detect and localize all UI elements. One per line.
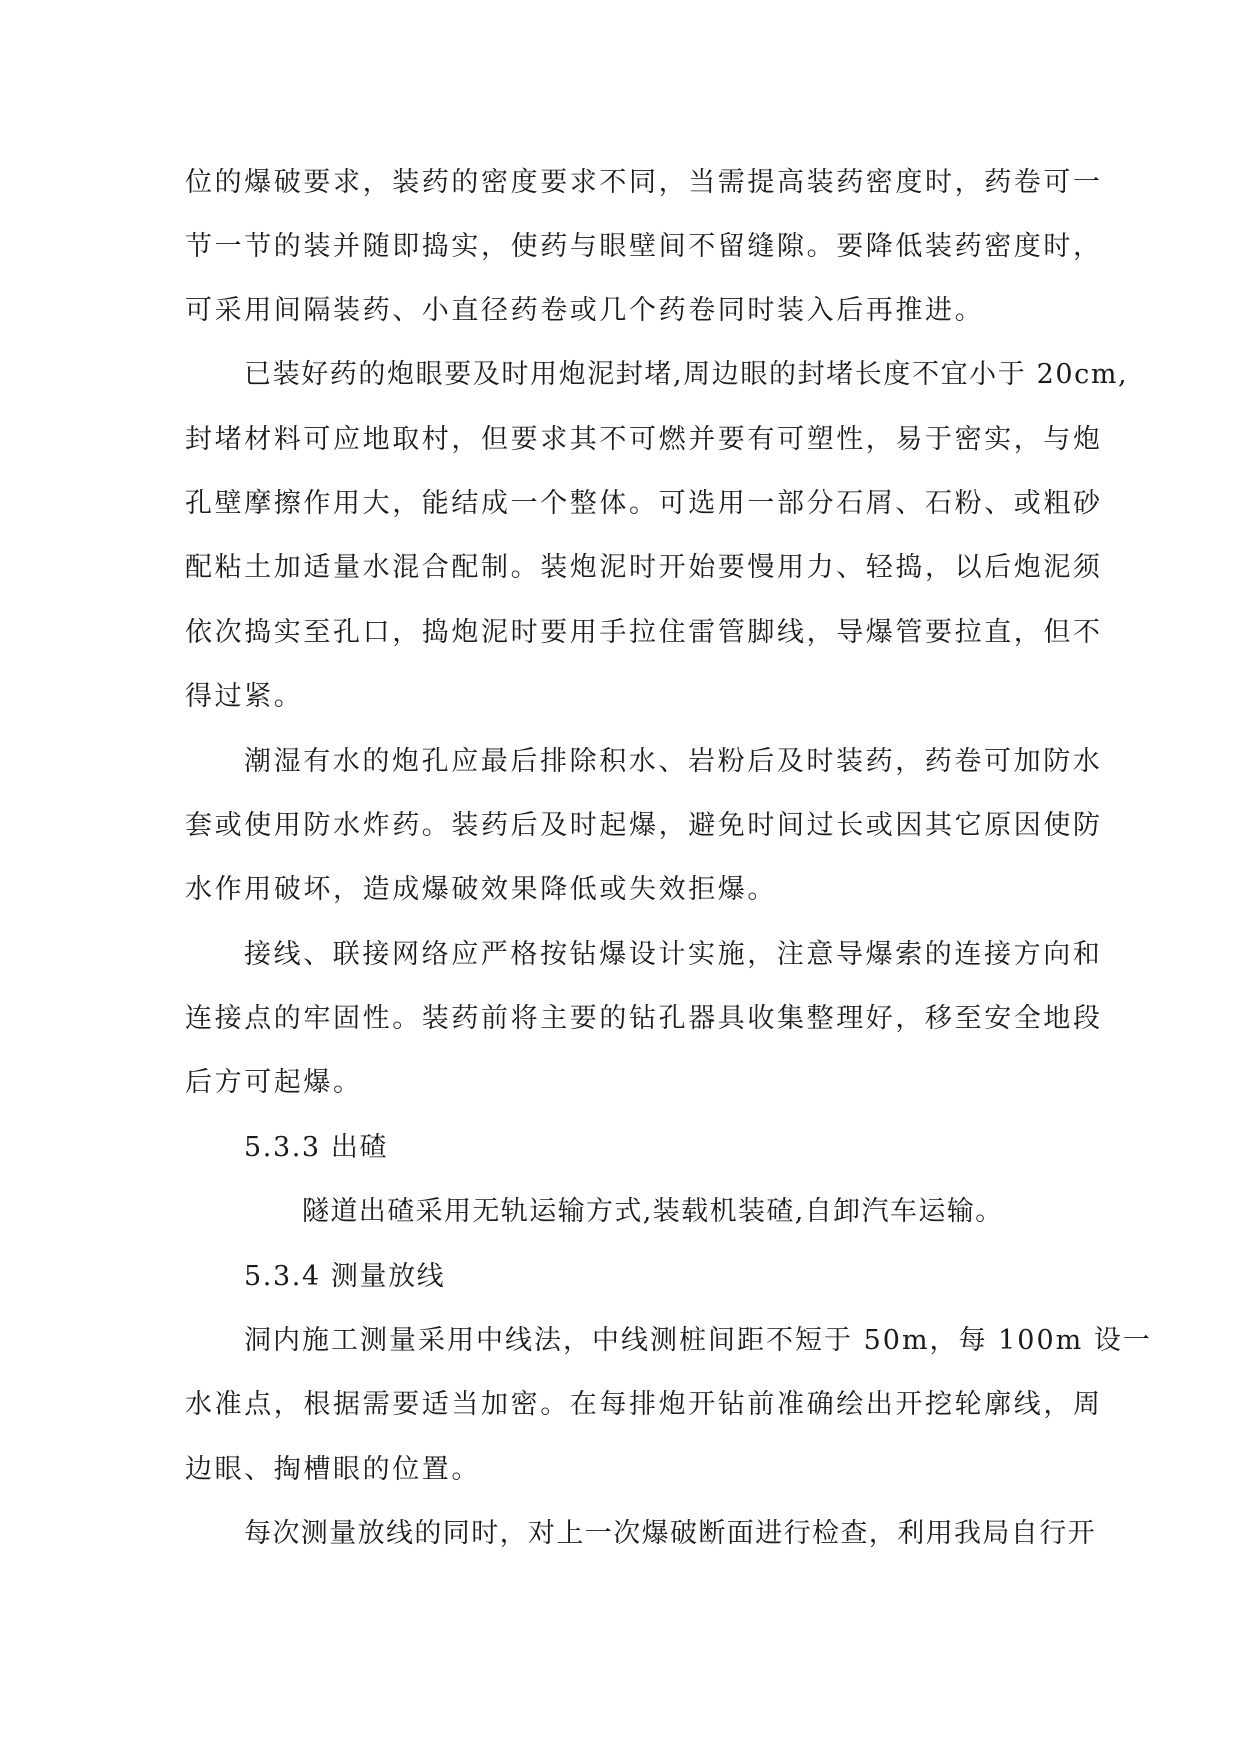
- text-line-22: 每次测量放线的同时，对上一次爆破断面进行检查，利用我局自行开: [244, 1518, 1096, 1549]
- text-line-13: 接线、联接网络应严格按钻爆设计实施，注意导爆索的连接方向和: [244, 939, 1103, 970]
- text-line-12: 水作用破坏，造成爆破效果降低或失效拒爆。: [185, 874, 777, 905]
- text-line-9: 得过紧。: [185, 681, 304, 712]
- text-line-4: 已装好药的炮眼要及时用炮泥封堵,周边眼的封堵长度不宜小于 20cm,: [244, 359, 1129, 390]
- text-line-11: 套或使用防水炸药。装药后及时起爆，避免时间过长或因其它原因使防: [185, 810, 1103, 841]
- text-line-2: 节一节的装并随即捣实，使药与眼壁间不留缝隙。要降低装药密度时，: [185, 231, 1103, 262]
- text-line-19: 洞内施工测量采用中线法，中线测桩间距不短于 50m，每 100m 设一: [244, 1325, 1152, 1356]
- text-line-15: 后方可起爆。: [185, 1067, 363, 1098]
- text-line-3: 可采用间隔装药、小直径药卷或几个药卷同时装入后再推进。: [185, 295, 985, 326]
- section-heading-5-3-4: 5.3.4 测量放线: [244, 1261, 446, 1292]
- text-line-17: 隧道出碴采用无轨运输方式,装载机装碴,自卸汽车运输。: [302, 1196, 1004, 1227]
- text-line-5: 封堵材料可应地取村，但要求其不可燃并要有可塑性，易于密实，与炮: [185, 424, 1103, 455]
- text-line-14: 连接点的牢固性。装药前将主要的钻孔器具收集整理好，移至安全地段: [185, 1003, 1103, 1034]
- section-heading-5-3-3: 5.3.3 出碴: [244, 1132, 389, 1163]
- text-line-21: 边眼、掏槽眼的位置。: [185, 1454, 481, 1485]
- text-line-6: 孔壁摩擦作用大，能结成一个整体。可选用一部分石屑、石粉、或粗砂: [185, 488, 1103, 519]
- text-line-10: 潮湿有水的炮孔应最后排除积水、岩粉后及时装药，药卷可加防水: [244, 746, 1103, 777]
- text-line-8: 依次捣实至孔口，捣炮泥时要用手拉住雷管脚线，导爆管要拉直，但不: [185, 617, 1103, 648]
- text-line-20: 水准点，根据需要适当加密。在每排炮开钻前准确绘出开挖轮廓线，周: [185, 1389, 1103, 1420]
- text-line-7: 配粘土加适量水混合配制。装炮泥时开始要慢用力、轻捣，以后炮泥须: [185, 552, 1103, 583]
- text-line-1: 位的爆破要求，装药的密度要求不同，当需提高装药密度时，药卷可一: [185, 167, 1103, 198]
